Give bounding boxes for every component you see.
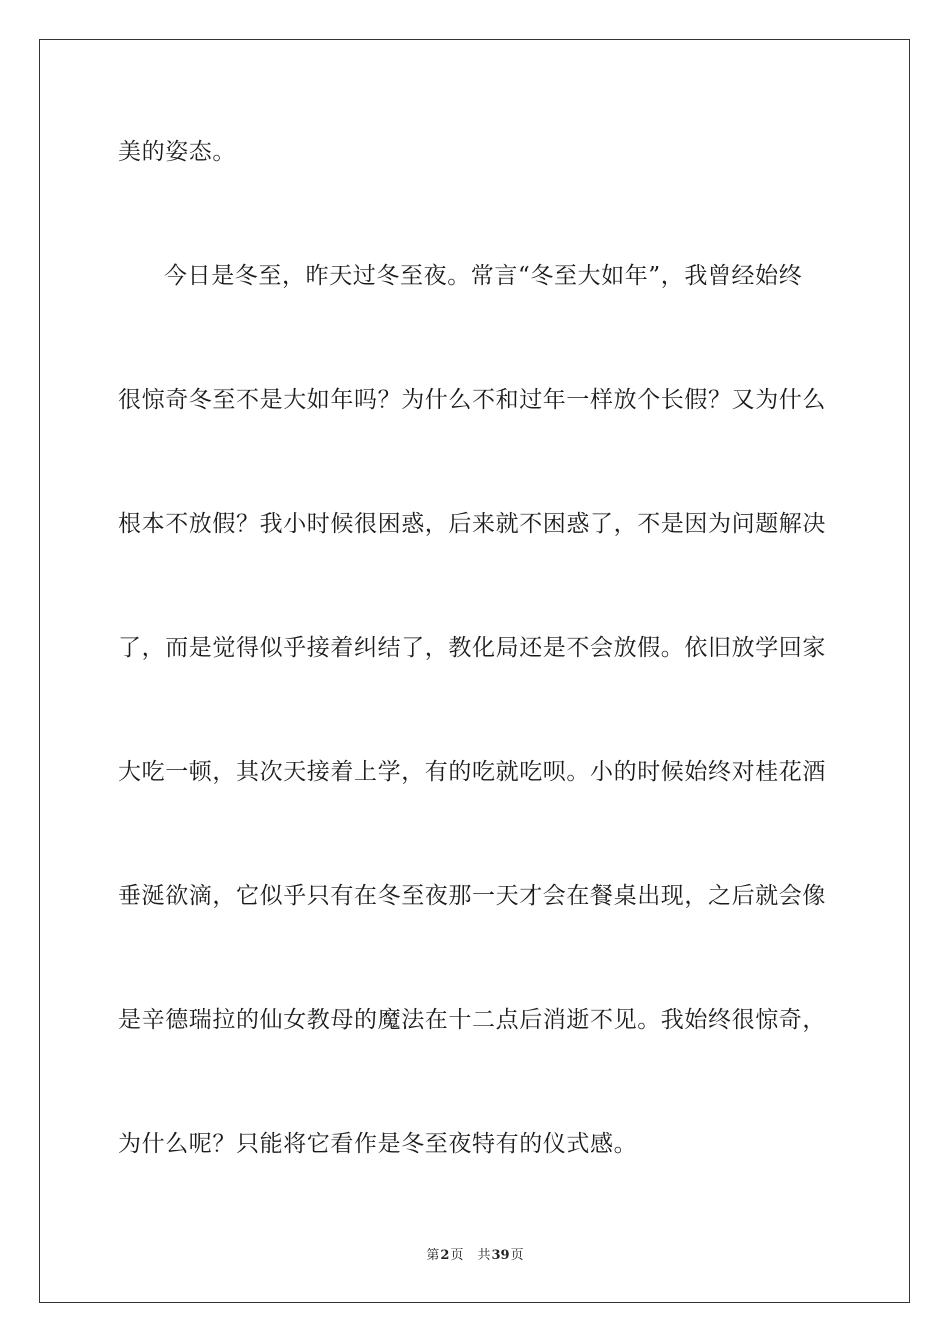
page-prefix: 第 (426, 1248, 440, 1263)
total-suffix: 页 (510, 1248, 524, 1263)
page-border (39, 39, 910, 1303)
text-line-6: 大吃一顿，其次天接着上学，有的吃就吃呗。小的时候始终对桂花酒 (118, 759, 826, 785)
text-line-5: 了，而是觉得似乎接着纠结了，教化局还是不会放假。依旧放学回家 (118, 635, 826, 661)
text-line-8: 是辛德瑞拉的仙女教母的魔法在十二点后消逝不见。我始终很惊奇， (118, 1007, 826, 1033)
text-line-9: 为什么呢？只能将它看作是冬至夜特有的仪式感。 (118, 1131, 638, 1157)
total-pages: 39 (491, 1248, 510, 1263)
page-number: 2 (440, 1248, 450, 1263)
page-suffix: 页 (450, 1248, 464, 1263)
text-line-1: 美的姿态。 (118, 139, 236, 165)
text-line-7: 垂涎欲滴，它似乎只有在冬至夜那一天才会在餐桌出现，之后就会像 (118, 883, 826, 909)
text-line-4: 根本不放假？我小时候很困惑，后来就不困惑了，不是因为问题解决 (118, 511, 826, 537)
text-line-3: 很惊奇冬至不是大如年吗？为什么不和过年一样放个长假？又为什么 (118, 387, 826, 413)
paragraph-first-line: 今日是冬至，昨天过冬至夜。常言“冬至大如年”，我曾经始终 (164, 263, 803, 289)
page-footer (0, 1248, 950, 1264)
total-prefix: 共 (477, 1248, 491, 1263)
